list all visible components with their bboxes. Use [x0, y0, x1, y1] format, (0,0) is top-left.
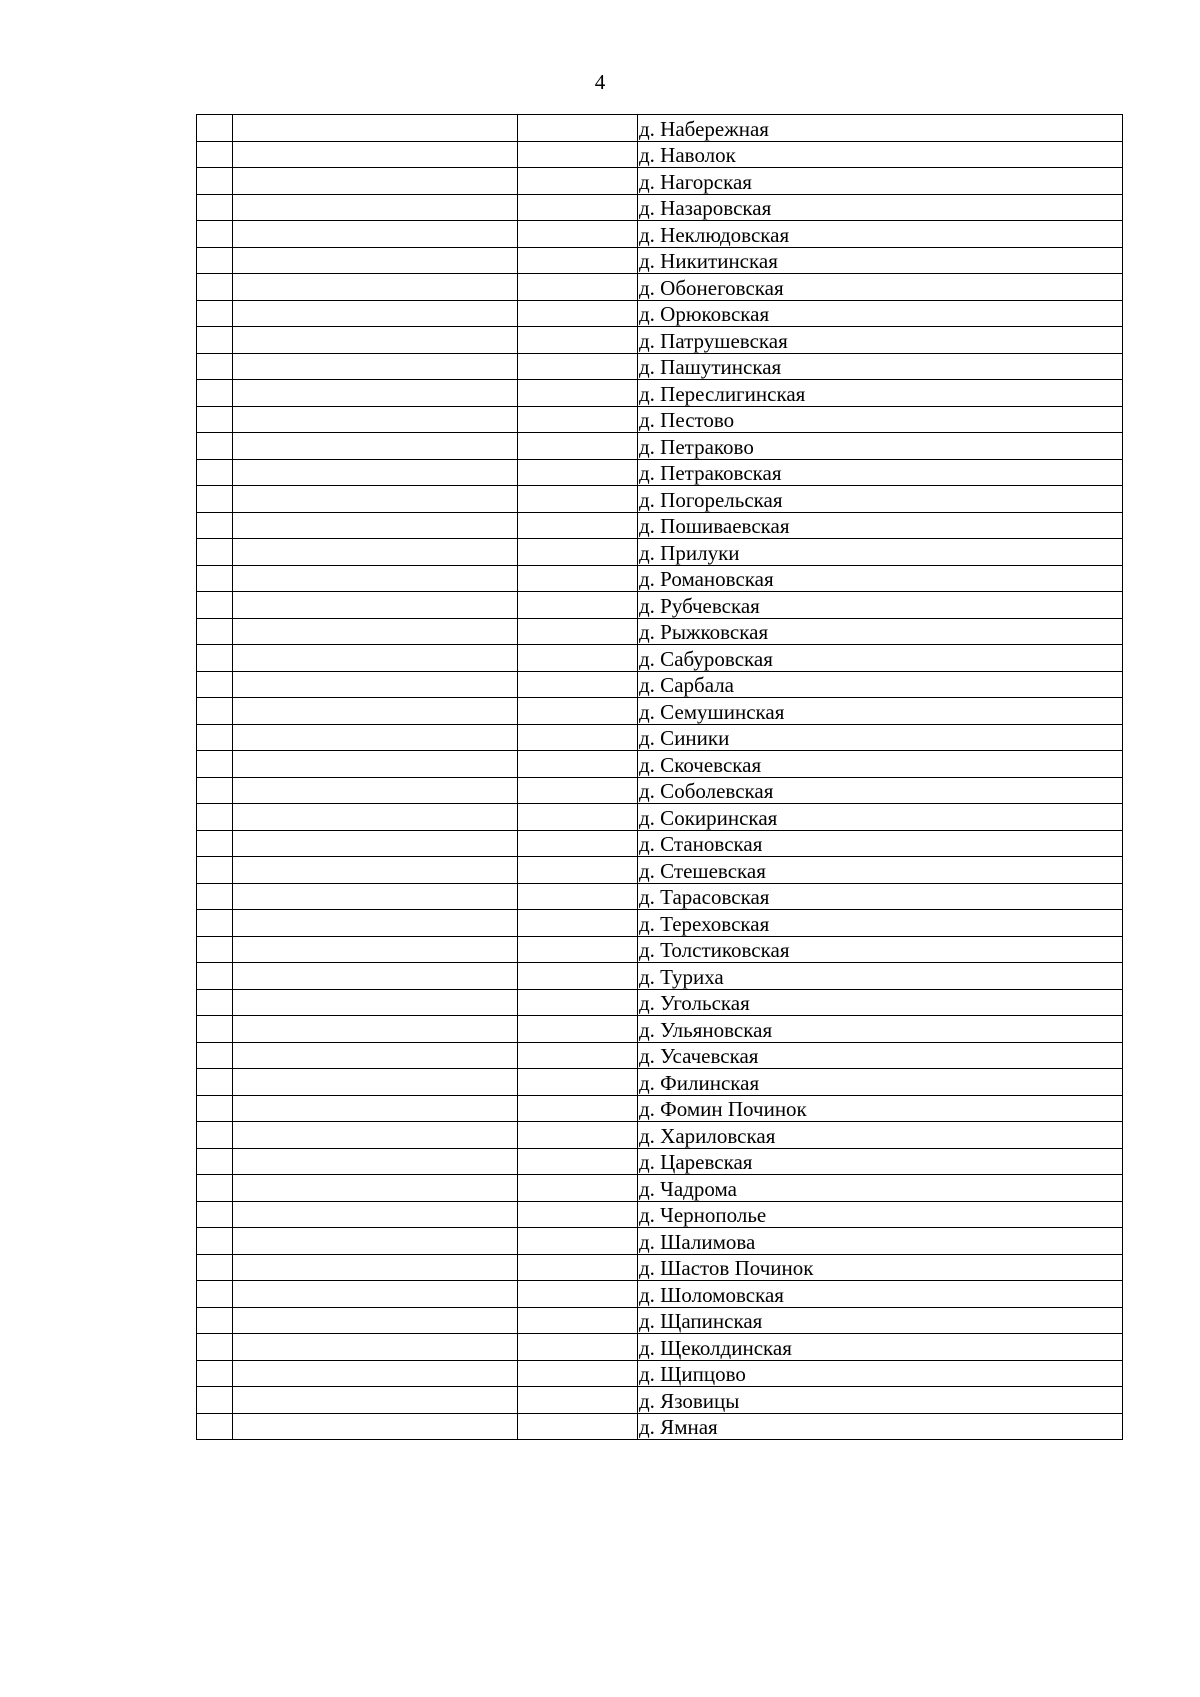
row-number-cell [197, 221, 233, 248]
settlement-name-cell: д. Тереховская [638, 910, 1123, 937]
settlement-type-cell [518, 433, 638, 460]
settlement-type-cell [518, 327, 638, 354]
table-row [197, 804, 1123, 831]
settlement-type-cell [518, 1387, 638, 1414]
municipality-cell [233, 698, 518, 725]
municipality-cell [233, 1016, 518, 1043]
settlement-type-cell [518, 221, 638, 248]
table-row [197, 1201, 1123, 1228]
settlement-name-cell: д. Рыжковская [638, 618, 1123, 645]
table-row [197, 989, 1123, 1016]
table-row [197, 115, 1123, 142]
settlement-name-cell: д. Щапинская [638, 1307, 1123, 1334]
settlement-name-cell: д. Погорельская [638, 486, 1123, 513]
settlement-name-cell: д. Прилуки [638, 539, 1123, 566]
row-number-cell [197, 963, 233, 990]
settlement-type-cell [518, 645, 638, 672]
municipality-cell [233, 1360, 518, 1387]
settlement-type-cell [518, 1360, 638, 1387]
settlement-type-cell [518, 671, 638, 698]
table-row [197, 857, 1123, 884]
municipality-cell [233, 724, 518, 751]
settlement-name-cell: д. Пашутинская [638, 353, 1123, 380]
table-row [197, 512, 1123, 539]
settlement-type-cell [518, 751, 638, 778]
row-number-cell [197, 751, 233, 778]
settlement-name-cell: д. Ульяновская [638, 1016, 1123, 1043]
settlement-name-cell: д. Сабуровская [638, 645, 1123, 672]
settlement-type-cell [518, 592, 638, 619]
settlement-name-cell: д. Фомин Починок [638, 1095, 1123, 1122]
table-row [197, 777, 1123, 804]
settlement-type-cell [518, 115, 638, 142]
settlement-name-cell: д. Скочевская [638, 751, 1123, 778]
settlement-type-cell [518, 1042, 638, 1069]
settlement-type-cell [518, 380, 638, 407]
municipality-cell [233, 353, 518, 380]
settlement-name-cell: д. Царевская [638, 1148, 1123, 1175]
row-number-cell [197, 724, 233, 751]
settlement-name-cell: д. Шоломовская [638, 1281, 1123, 1308]
row-number-cell [197, 353, 233, 380]
settlements-table [196, 114, 1123, 1440]
row-number-cell [197, 512, 233, 539]
settlement-type-cell [518, 883, 638, 910]
row-number-cell [197, 433, 233, 460]
settlement-type-cell [518, 910, 638, 937]
row-number-cell [197, 698, 233, 725]
settlement-type-cell [518, 804, 638, 831]
row-number-cell [197, 1016, 233, 1043]
settlement-type-cell [518, 300, 638, 327]
municipality-cell [233, 1228, 518, 1255]
settlement-name-cell: д. Стешевская [638, 857, 1123, 884]
settlement-name-cell: д. Переслигинская [638, 380, 1123, 407]
row-number-cell [197, 565, 233, 592]
row-number-cell [197, 1307, 233, 1334]
row-number-cell [197, 539, 233, 566]
settlement-name-cell: д. Пошиваевская [638, 512, 1123, 539]
row-number-cell [197, 830, 233, 857]
settlement-name-cell: д. Туриха [638, 963, 1123, 990]
settlement-name-cell: д. Сарбала [638, 671, 1123, 698]
row-number-cell [197, 592, 233, 619]
settlement-name-cell: д. Становская [638, 830, 1123, 857]
table-row [197, 936, 1123, 963]
settlement-name-cell: д. Орюковская [638, 300, 1123, 327]
row-number-cell [197, 1042, 233, 1069]
settlement-type-cell [518, 1175, 638, 1202]
municipality-cell [233, 963, 518, 990]
settlement-name-cell: д. Никитинская [638, 247, 1123, 274]
municipality-cell [233, 1069, 518, 1096]
municipality-cell [233, 592, 518, 619]
table-row [197, 1281, 1123, 1308]
municipality-cell [233, 512, 518, 539]
table-row [197, 433, 1123, 460]
settlement-name-cell: д. Чернополье [638, 1201, 1123, 1228]
settlement-name-cell: д. Хариловская [638, 1122, 1123, 1149]
settlement-type-cell [518, 141, 638, 168]
settlement-type-cell [518, 857, 638, 884]
settlement-type-cell [518, 1228, 638, 1255]
municipality-cell [233, 1095, 518, 1122]
table-row [197, 1042, 1123, 1069]
row-number-cell [197, 1281, 233, 1308]
municipality-cell [233, 194, 518, 221]
settlement-type-cell [518, 1254, 638, 1281]
settlement-name-cell: д. Чадрома [638, 1175, 1123, 1202]
table-row [197, 1360, 1123, 1387]
settlement-type-cell [518, 1148, 638, 1175]
municipality-cell [233, 433, 518, 460]
settlement-name-cell: д. Романовская [638, 565, 1123, 592]
table-row [197, 645, 1123, 672]
settlement-name-cell: д. Обонеговская [638, 274, 1123, 301]
settlement-name-cell: д. Шастов Починок [638, 1254, 1123, 1281]
row-number-cell [197, 804, 233, 831]
settlement-name-cell: д. Петраково [638, 433, 1123, 460]
municipality-cell [233, 141, 518, 168]
municipality-cell [233, 751, 518, 778]
row-number-cell [197, 645, 233, 672]
row-number-cell [197, 115, 233, 142]
settlement-name-cell: д. Щипцово [638, 1360, 1123, 1387]
row-number-cell [197, 327, 233, 354]
settlement-name-cell: д. Неклюдовская [638, 221, 1123, 248]
table-row [197, 1307, 1123, 1334]
row-number-cell [197, 486, 233, 513]
settlement-name-cell: д. Семушинская [638, 698, 1123, 725]
settlement-name-cell: д. Рубчевская [638, 592, 1123, 619]
municipality-cell [233, 1387, 518, 1414]
settlement-type-cell [518, 963, 638, 990]
municipality-cell [233, 857, 518, 884]
row-number-cell [197, 671, 233, 698]
settlement-type-cell [518, 539, 638, 566]
table-row [197, 671, 1123, 698]
table-row [197, 1387, 1123, 1414]
table-row [197, 1334, 1123, 1361]
row-number-cell [197, 1148, 233, 1175]
settlement-type-cell [518, 1016, 638, 1043]
municipality-cell [233, 300, 518, 327]
table-row [197, 221, 1123, 248]
settlement-type-cell [518, 274, 638, 301]
table-row [197, 327, 1123, 354]
municipality-cell [233, 1148, 518, 1175]
municipality-cell [233, 777, 518, 804]
row-number-cell [197, 1334, 233, 1361]
settlement-name-cell: д. Язовицы [638, 1387, 1123, 1414]
settlement-type-cell [518, 989, 638, 1016]
settlement-type-cell [518, 1307, 638, 1334]
municipality-cell [233, 115, 518, 142]
municipality-cell [233, 247, 518, 274]
municipality-cell [233, 459, 518, 486]
settlement-type-cell [518, 194, 638, 221]
table-row [197, 1413, 1123, 1440]
settlement-name-cell: д. Нагорская [638, 168, 1123, 195]
municipality-cell [233, 883, 518, 910]
settlement-name-cell: д. Тарасовская [638, 883, 1123, 910]
settlement-type-cell [518, 353, 638, 380]
table-row [197, 883, 1123, 910]
municipality-cell [233, 406, 518, 433]
municipality-cell [233, 1334, 518, 1361]
table-row [197, 353, 1123, 380]
row-number-cell [197, 459, 233, 486]
table-row [197, 618, 1123, 645]
table-row [197, 724, 1123, 751]
table-row [197, 141, 1123, 168]
table-row [197, 406, 1123, 433]
table-row [197, 1175, 1123, 1202]
settlements-table-body [197, 115, 1123, 1440]
page-number: 4 [594, 70, 606, 94]
municipality-cell [233, 1413, 518, 1440]
table-row [197, 1095, 1123, 1122]
settlement-name-cell: д. Щеколдинская [638, 1334, 1123, 1361]
row-number-cell [197, 1360, 233, 1387]
municipality-cell [233, 221, 518, 248]
municipality-cell [233, 910, 518, 937]
municipality-cell [233, 380, 518, 407]
settlement-type-cell [518, 777, 638, 804]
municipality-cell [233, 1042, 518, 1069]
table-row [197, 380, 1123, 407]
settlement-name-cell: д. Назаровская [638, 194, 1123, 221]
municipality-cell [233, 168, 518, 195]
row-number-cell [197, 1387, 233, 1414]
municipality-cell [233, 539, 518, 566]
table-row [197, 300, 1123, 327]
row-number-cell [197, 194, 233, 221]
table-row [197, 1122, 1123, 1149]
municipality-cell [233, 671, 518, 698]
table-row [197, 274, 1123, 301]
municipality-cell [233, 1281, 518, 1308]
settlement-name-cell: д. Пестово [638, 406, 1123, 433]
settlement-type-cell [518, 1122, 638, 1149]
municipality-cell [233, 1254, 518, 1281]
row-number-cell [197, 910, 233, 937]
table-row [197, 168, 1123, 195]
settlement-type-cell [518, 724, 638, 751]
settlement-type-cell [518, 1095, 638, 1122]
row-number-cell [197, 883, 233, 910]
settlement-name-cell: д. Шалимова [638, 1228, 1123, 1255]
row-number-cell [197, 989, 233, 1016]
table-row [197, 1016, 1123, 1043]
table-row [197, 592, 1123, 619]
settlement-type-cell [518, 1334, 638, 1361]
settlement-type-cell [518, 618, 638, 645]
table-row [197, 459, 1123, 486]
municipality-cell [233, 565, 518, 592]
row-number-cell [197, 936, 233, 963]
municipality-cell [233, 1122, 518, 1149]
table-row [197, 1254, 1123, 1281]
settlement-name-cell: д. Филинская [638, 1069, 1123, 1096]
settlement-name-cell: д. Сокиринская [638, 804, 1123, 831]
settlement-type-cell [518, 1069, 638, 1096]
settlement-name-cell: д. Петраковская [638, 459, 1123, 486]
settlement-name-cell: д. Усачевская [638, 1042, 1123, 1069]
row-number-cell [197, 380, 233, 407]
settlement-type-cell [518, 1201, 638, 1228]
table-row [197, 1069, 1123, 1096]
table-row [197, 194, 1123, 221]
settlement-type-cell [518, 486, 638, 513]
table-row [197, 1148, 1123, 1175]
municipality-cell [233, 1307, 518, 1334]
row-number-cell [197, 1201, 233, 1228]
row-number-cell [197, 1254, 233, 1281]
table-row [197, 247, 1123, 274]
row-number-cell [197, 300, 233, 327]
row-number-cell [197, 1175, 233, 1202]
municipality-cell [233, 274, 518, 301]
row-number-cell [197, 857, 233, 884]
table-row [197, 963, 1123, 990]
settlement-type-cell [518, 1413, 638, 1440]
municipality-cell [233, 989, 518, 1016]
row-number-cell [197, 274, 233, 301]
municipality-cell [233, 618, 518, 645]
table-row [197, 910, 1123, 937]
settlement-type-cell [518, 406, 638, 433]
row-number-cell [197, 1122, 233, 1149]
row-number-cell [197, 1413, 233, 1440]
municipality-cell [233, 486, 518, 513]
row-number-cell [197, 777, 233, 804]
table-row [197, 565, 1123, 592]
settlement-type-cell [518, 512, 638, 539]
settlement-type-cell [518, 168, 638, 195]
row-number-cell [197, 168, 233, 195]
settlement-name-cell: д. Ямная [638, 1413, 1123, 1440]
row-number-cell [197, 618, 233, 645]
settlement-type-cell [518, 247, 638, 274]
table-row [197, 486, 1123, 513]
settlement-type-cell [518, 698, 638, 725]
table-row [197, 830, 1123, 857]
settlement-type-cell [518, 1281, 638, 1308]
settlement-type-cell [518, 830, 638, 857]
table-row [197, 1228, 1123, 1255]
row-number-cell [197, 1069, 233, 1096]
settlement-type-cell [518, 936, 638, 963]
municipality-cell [233, 1175, 518, 1202]
municipality-cell [233, 327, 518, 354]
row-number-cell [197, 1228, 233, 1255]
table-row [197, 698, 1123, 725]
municipality-cell [233, 936, 518, 963]
table-row [197, 751, 1123, 778]
settlement-type-cell [518, 565, 638, 592]
settlement-name-cell: д. Угольская [638, 989, 1123, 1016]
table-row [197, 539, 1123, 566]
settlement-type-cell [518, 459, 638, 486]
settlement-name-cell: д. Соболевская [638, 777, 1123, 804]
municipality-cell [233, 645, 518, 672]
municipality-cell [233, 830, 518, 857]
settlement-name-cell: д. Набережная [638, 115, 1123, 142]
settlement-name-cell: д. Синики [638, 724, 1123, 751]
settlement-name-cell: д. Толстиковская [638, 936, 1123, 963]
municipality-cell [233, 804, 518, 831]
municipality-cell [233, 1201, 518, 1228]
row-number-cell [197, 406, 233, 433]
settlement-name-cell: д. Наволок [638, 141, 1123, 168]
row-number-cell [197, 1095, 233, 1122]
settlement-name-cell: д. Патрушевская [638, 327, 1123, 354]
row-number-cell [197, 141, 233, 168]
row-number-cell [197, 247, 233, 274]
